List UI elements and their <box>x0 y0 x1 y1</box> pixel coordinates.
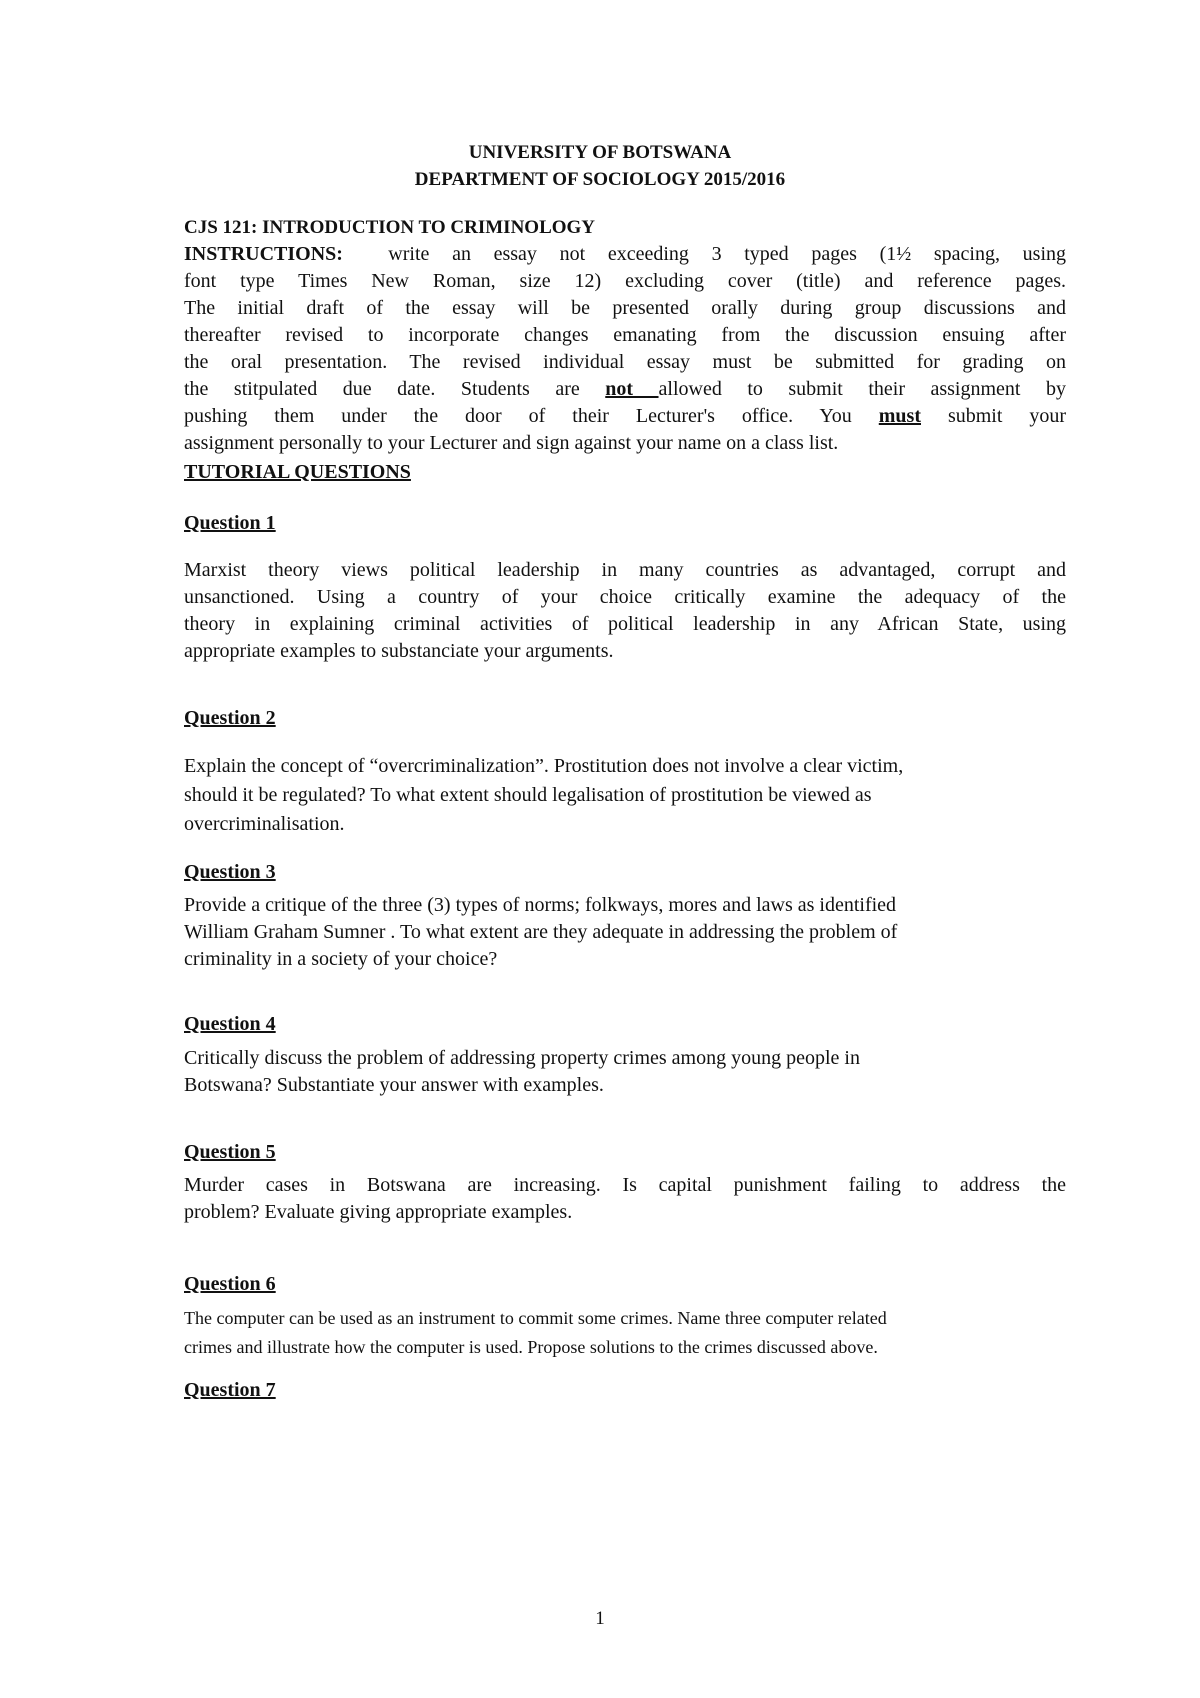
instructions-line-8: assignment personally to your Lecturer and sign against your name on a class list. <box>184 432 839 454</box>
question-7-heading: Question 7 <box>184 1379 276 1401</box>
question-2-heading: Question 2 <box>184 707 276 729</box>
course-title: CJS 121: INTRODUCTION TO CRIMINOLOGY <box>184 217 596 238</box>
instructions-block <box>184 241 1066 457</box>
instructions-line-4: thereafter revised to incorporate changes emanating from the discussion ensuing after <box>184 324 1066 346</box>
instructions-line-3: The initial draft of the essay will be presented orally during group discussions and <box>184 297 1066 319</box>
instructions-label: INSTRUCTIONS: <box>184 243 343 265</box>
question-2-text: Explain the concept of “overcriminalization”. Prostitution does not involve a clear victim, should it be regulated? To what extent should legalisation of prostitution be viewed as overcriminalisation. <box>184 755 904 835</box>
instructions-line-5: the oral presentation. The revised individual essay must be submitted for grading on <box>184 351 1066 373</box>
emphasis-must: must <box>878 405 921 427</box>
instructions-line-2: font type Times New Roman, size 12) excluding cover (title) and reference pages. <box>184 270 1066 292</box>
question-3-heading: Question 3 <box>184 861 276 883</box>
department-title: DEPARTMENT OF SOCIOLOGY 2015/2016 <box>414 169 786 190</box>
question-6-heading: Question 6 <box>184 1273 276 1295</box>
question-6-text: The computer can be used as an instrument to commit some crimes. Name three computer related crimes and illustrate how the computer is used. Propose solutions to the crimes discussed above. <box>184 1308 887 1357</box>
question-5-text: Murder cases in Botswana are increasing. Is capital punishment failing to address the problem? Evaluate giving appropriate examples. <box>184 1174 1066 1223</box>
tutorial-questions-heading: TUTORIAL QUESTIONS <box>184 461 411 483</box>
page-number: 1 <box>595 1608 605 1629</box>
question-4-heading: Question 4 <box>184 1013 276 1035</box>
instructions-line-1: INSTRUCTIONS: write an essay not exceeding 3 typed pages (1½ spacing, using <box>184 243 1067 265</box>
question-3-text: Provide a critique of the three (3) types of norms; folkways, mores and laws as identified William Graham Sumner . To what extent are they adequate in addressing the problem of criminality in a society of your choice? <box>184 894 898 970</box>
question-5-heading: Question 5 <box>184 1141 276 1163</box>
emphasis-not: not <box>605 378 659 400</box>
university-title: UNIVERSITY OF BOTSWANA <box>468 142 732 163</box>
question-4-text: Critically discuss the problem of addressing property crimes among young people in Botswana? Substantiate your answer with examples. <box>184 1047 860 1096</box>
instructions-line-6: the stitpulated due date. Students are not allowed to submit their assignment by <box>184 378 1066 400</box>
question-1-text: Marxist theory views political leadership in many countries as advantaged, corrupt and unsanctioned. Using a country of your choice critically examine the adequacy of the theory in explaining criminal activities of political leadership in any African State, using appropriate examples to substanciate your arguments. <box>184 559 1066 662</box>
instructions-line-7: pushing them under the door of their Lecturer's office. You must submit your <box>184 405 1067 427</box>
question-1-heading: Question 1 <box>184 512 276 534</box>
